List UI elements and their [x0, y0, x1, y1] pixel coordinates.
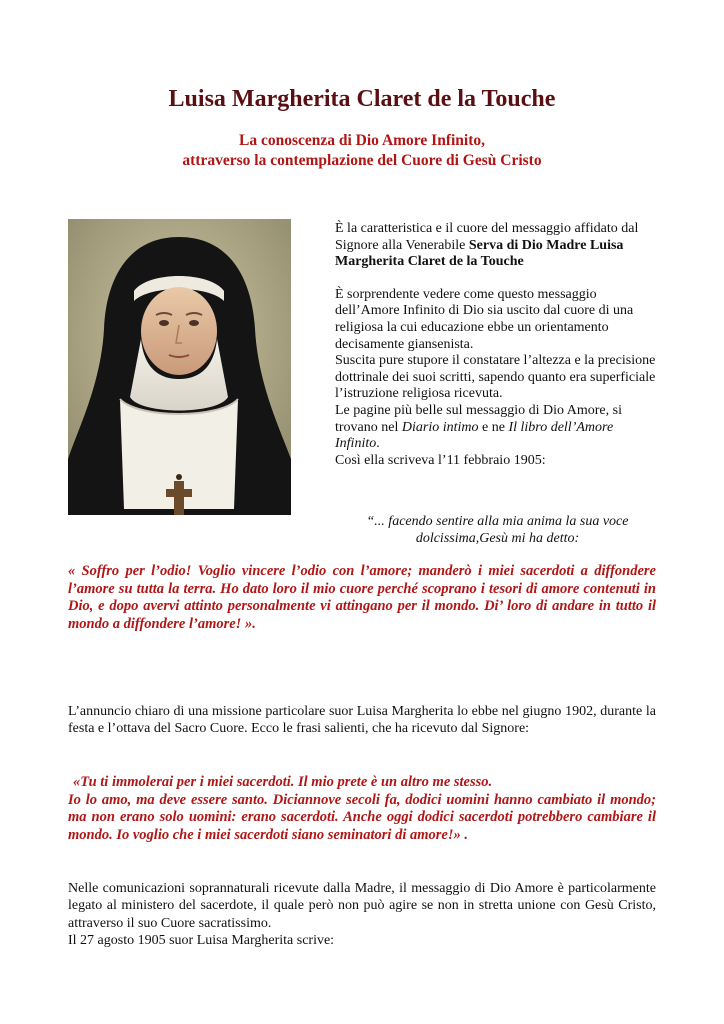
quote-intro-line-2: dolcissima,Gesù mi ha detto:: [415, 531, 580, 546]
intro-column: [335, 221, 660, 469]
intro-paragraph-2: È sorprendente vedere come questo messaggio dell’Amore Infinito di Dio sia uscito dal cuore di una religiosa la cui educazione ebbe un orientamento decisamente giansenista.: [335, 286, 634, 352]
intro-p4-b: e ne: [478, 419, 509, 435]
red-quote-1: « Soffro per l’odio! Voglio vincere l’odio con l’amore; manderò i miei sacerdoti a diffondere l’amore su tutta la terra. Ho dato loro il mio cuore perché scoprano i tesori di amore contenuti in Dio, e dopo avervi attinto personalmente vi attingano per il mondo. Di’ loro di andare in tutto il mondo a diffondere l’amore! ».: [68, 563, 656, 632]
paragraph-date-line: Il 27 agosto 1905 suor Luisa Margherita scrive:: [68, 932, 335, 948]
intro-p4-title-2: Il libro dell’Amore Infinito: [335, 419, 614, 452]
red-quote-2-rest: Io lo amo, ma deve essere santo. Diciannove secoli fa, dodici uomini hanno cambiato il mondo; ma non erano solo uomini: erano sacerdoti. Anche oggi dodici sacerdoti potrebbero cambiare il mondo. Io voglio che i miei sacerdoti siano seminatori di amore!» .: [68, 791, 656, 843]
paragraph-communications-text: Nelle comunicazioni soprannaturali ricevute dalla Madre, il messaggio di Dio Amore è particolarmente legato al ministero del sacerdote, il quale però non può agire se non in stretta unione con Gesù Cristo, attraverso il suo Cuore sacratissimo.: [68, 881, 656, 931]
intro-paragraph-1: [335, 221, 660, 271]
intro-p1-bold: Serva di Dio Madre Luisa Margherita Claret de la Touche: [335, 237, 624, 270]
intro-p4-c: .: [376, 436, 380, 452]
paragraph-announcement: L’annuncio chiaro di una missione particolare suor Luisa Margherita lo ebbe nel giugno 1902, durante la festa e l’ottava del Sacro Cuore. Ecco le frasi salienti, che ha ricevuto dal Signore:: [68, 704, 656, 737]
subtitle-line-1: La conoscenza di Dio Amore Infinito,: [239, 132, 485, 149]
intro-paragraph-4: [335, 403, 660, 453]
paragraph-communications: [68, 880, 656, 949]
portrait-image: [68, 219, 291, 515]
portrait-of-nun-icon: [68, 219, 291, 515]
intro-p1-text: È la caratteristica e il cuore del messaggio affidato dal Signore alla Venerabile: [335, 221, 639, 253]
subtitle-line-2: attraverso la contemplazione del Cuore di Gesù Cristo: [182, 152, 542, 169]
page-title: Luisa Margherita Claret de la Touche: [168, 86, 556, 112]
intro-paragraph-3: Suscita pure stupore il constatare l’altezza e la precisione dottrinale dei suoi scritti, sapendo quanto era superficiale l’istruzione religiosa ricevuta.: [335, 353, 656, 402]
page-subtitle: [0, 131, 724, 171]
intro-paragraph-5: Così ella scriveva l’11 febbraio 1905:: [335, 452, 546, 468]
red-quote-2-line-1: «Tu ti immolerai per i miei sacerdoti. Il mio prete è un altro me stesso.: [73, 774, 493, 790]
quote-intro: [335, 513, 660, 547]
intro-p4-a: Le pagine più belle sul messaggio di Dio Amore, si trovano nel: [335, 402, 622, 435]
quote-intro-line-1: “... facendo sentire alla mia anima la sua voce: [366, 514, 629, 529]
red-quote-2: [68, 774, 656, 844]
intro-p4-title-1: Diario intimo: [401, 419, 479, 435]
